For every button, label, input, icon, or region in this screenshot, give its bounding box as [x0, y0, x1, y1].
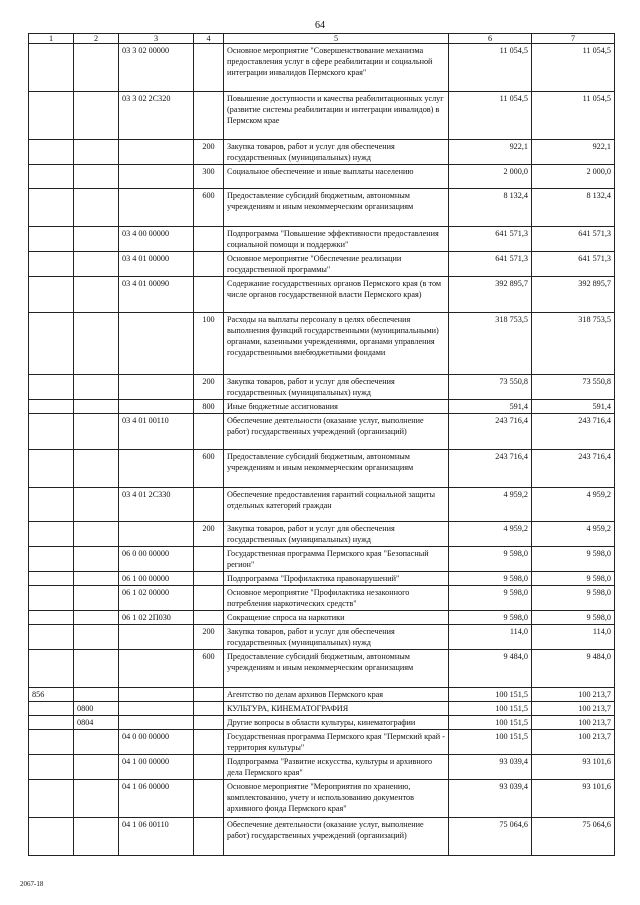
col-administrator-cell	[29, 313, 74, 375]
col-amount-2-cell: 641 571,3	[532, 227, 615, 252]
col-expense-type-cell	[194, 277, 224, 313]
col-section-cell	[74, 375, 119, 400]
table-row	[29, 277, 615, 313]
header-cell-3: 3	[119, 34, 194, 44]
col-target-item-cell	[119, 650, 194, 688]
col-amount-2-cell: 922,1	[532, 140, 615, 165]
col-section-cell	[74, 586, 119, 611]
col-target-item-cell: 06 1 02 00000	[119, 586, 194, 611]
budget-table-body	[29, 34, 615, 856]
table-header-row	[29, 34, 615, 44]
col-amount-2-cell: 2 000,0	[532, 165, 615, 189]
col-amount-1-cell: 243 716,4	[449, 450, 532, 488]
col-amount-2-cell: 9 598,0	[532, 572, 615, 586]
table-row	[29, 522, 615, 547]
col-amount-1-cell: 641 571,3	[449, 227, 532, 252]
col-amount-2-cell: 75 064,6	[532, 818, 615, 856]
header-cell-1: 1	[29, 34, 74, 44]
col-target-item-cell: 03 4 01 00110	[119, 414, 194, 450]
col-amount-2-cell: 591,4	[532, 400, 615, 414]
table-row	[29, 730, 615, 755]
table-row	[29, 650, 615, 688]
col-amount-2-cell: 641 571,3	[532, 252, 615, 277]
col-administrator-cell	[29, 488, 74, 522]
table-row	[29, 611, 615, 625]
col-name-cell: Обеспечение предоставления гарантий социальной защиты отдельных категорий граждан	[224, 488, 449, 522]
col-target-item-cell	[119, 716, 194, 730]
col-name-cell: Обеспечение деятельности (оказание услуг, выполнение работ) государственных учреждений (организаций)	[224, 818, 449, 856]
col-expense-type-cell	[194, 547, 224, 572]
col-target-item-cell	[119, 313, 194, 375]
col-target-item-cell: 06 1 02 2П030	[119, 611, 194, 625]
col-name-cell: Основное мероприятие "Профилактика незаконного потребления наркотических средств"	[224, 586, 449, 611]
col-administrator-cell	[29, 450, 74, 488]
col-target-item-cell	[119, 688, 194, 702]
col-expense-type-cell	[194, 716, 224, 730]
col-section-cell	[74, 252, 119, 277]
col-amount-2-cell: 93 101,6	[532, 780, 615, 818]
table-row	[29, 547, 615, 572]
col-amount-1-cell: 4 959,2	[449, 522, 532, 547]
table-row	[29, 400, 615, 414]
col-name-cell: Агентство по делам архивов Пермского края	[224, 688, 449, 702]
col-target-item-cell: 04 1 00 00000	[119, 755, 194, 780]
col-target-item-cell	[119, 450, 194, 488]
col-amount-1-cell: 11 054,5	[449, 44, 532, 92]
col-expense-type-cell	[194, 780, 224, 818]
col-administrator-cell: 856	[29, 688, 74, 702]
table-row	[29, 227, 615, 252]
col-target-item-cell	[119, 400, 194, 414]
col-section-cell	[74, 277, 119, 313]
col-name-cell: Содержание государственных органов Пермского края (в том числе органов государственной власти Пермского края)	[224, 277, 449, 313]
col-amount-1-cell: 318 753,5	[449, 313, 532, 375]
col-expense-type-cell	[194, 702, 224, 716]
col-target-item-cell	[119, 522, 194, 547]
col-administrator-cell	[29, 818, 74, 856]
col-administrator-cell	[29, 650, 74, 688]
table-row	[29, 252, 615, 277]
col-expense-type-cell: 600	[194, 650, 224, 688]
col-name-cell: Подпрограмма "Развитие искусства, культуры и архивного дела Пермского края"	[224, 755, 449, 780]
col-amount-2-cell: 4 959,2	[532, 488, 615, 522]
col-administrator-cell	[29, 165, 74, 189]
col-administrator-cell	[29, 547, 74, 572]
col-name-cell: Основное мероприятие "Обеспечение реализации государственной программы"	[224, 252, 449, 277]
col-target-item-cell	[119, 375, 194, 400]
col-administrator-cell	[29, 611, 74, 625]
col-administrator-cell	[29, 227, 74, 252]
col-administrator-cell	[29, 92, 74, 140]
col-section-cell	[74, 414, 119, 450]
col-section-cell	[74, 572, 119, 586]
col-amount-1-cell: 922,1	[449, 140, 532, 165]
col-amount-2-cell: 9 598,0	[532, 586, 615, 611]
col-name-cell: Предоставление субсидий бюджетным, автономным учреждениям и иным некоммерческим организациям	[224, 650, 449, 688]
col-administrator-cell	[29, 586, 74, 611]
col-target-item-cell: 04 1 06 00000	[119, 780, 194, 818]
col-amount-1-cell: 591,4	[449, 400, 532, 414]
col-amount-1-cell: 93 039,4	[449, 780, 532, 818]
page-number: 64	[315, 20, 325, 31]
col-target-item-cell: 03 4 00 00000	[119, 227, 194, 252]
col-amount-2-cell: 318 753,5	[532, 313, 615, 375]
col-expense-type-cell: 100	[194, 313, 224, 375]
col-section-cell	[74, 165, 119, 189]
col-administrator-cell	[29, 252, 74, 277]
table-row	[29, 414, 615, 450]
col-name-cell: Иные бюджетные ассигнования	[224, 400, 449, 414]
col-target-item-cell	[119, 189, 194, 227]
col-amount-2-cell: 11 054,5	[532, 44, 615, 92]
col-expense-type-cell	[194, 92, 224, 140]
col-expense-type-cell	[194, 572, 224, 586]
col-administrator-cell	[29, 277, 74, 313]
header-cell-5: 5	[224, 34, 449, 44]
col-amount-2-cell: 4 959,2	[532, 522, 615, 547]
col-target-item-cell: 04 0 00 00000	[119, 730, 194, 755]
col-amount-2-cell: 73 550,8	[532, 375, 615, 400]
table-row	[29, 702, 615, 716]
col-amount-1-cell: 100 151,5	[449, 730, 532, 755]
col-name-cell: Социальное обеспечение и иные выплаты населению	[224, 165, 449, 189]
col-name-cell: Обеспечение деятельности (оказание услуг, выполнение работ) государственных учреждений (организаций)	[224, 414, 449, 450]
col-target-item-cell: 03 3 02 2C320	[119, 92, 194, 140]
col-target-item-cell	[119, 140, 194, 165]
table-row	[29, 488, 615, 522]
col-administrator-cell	[29, 140, 74, 165]
col-administrator-cell	[29, 780, 74, 818]
footer-code: 2067-18	[20, 880, 44, 888]
col-name-cell: Подпрограмма "Профилактика правонарушений"	[224, 572, 449, 586]
col-administrator-cell	[29, 400, 74, 414]
col-administrator-cell	[29, 44, 74, 92]
col-amount-2-cell: 392 895,7	[532, 277, 615, 313]
col-name-cell: КУЛЬТУРА, КИНЕМАТОГРАФИЯ	[224, 702, 449, 716]
col-amount-2-cell: 9 598,0	[532, 611, 615, 625]
col-name-cell: Предоставление субсидий бюджетным, автономным учреждениям и иным некоммерческим организациям	[224, 189, 449, 227]
col-expense-type-cell	[194, 227, 224, 252]
col-target-item-cell	[119, 165, 194, 189]
table-row	[29, 755, 615, 780]
header-cell-2: 2	[74, 34, 119, 44]
col-amount-1-cell: 100 151,5	[449, 688, 532, 702]
col-name-cell: Государственная программа Пермского края "Пермский край - территория культуры"	[224, 730, 449, 755]
col-administrator-cell	[29, 716, 74, 730]
table-row	[29, 625, 615, 650]
col-section-cell	[74, 400, 119, 414]
col-section-cell	[74, 313, 119, 375]
table-row	[29, 313, 615, 375]
col-name-cell: Основное мероприятие "Мероприятия по хранению, комплектованию, учету и использованию документов архивного фонда Пермского края"	[224, 780, 449, 818]
col-section-cell	[74, 611, 119, 625]
col-amount-2-cell: 100 213,7	[532, 716, 615, 730]
col-administrator-cell	[29, 755, 74, 780]
col-amount-1-cell: 243 716,4	[449, 414, 532, 450]
col-amount-1-cell: 4 959,2	[449, 488, 532, 522]
col-section-cell	[74, 189, 119, 227]
table-row	[29, 586, 615, 611]
col-expense-type-cell	[194, 755, 224, 780]
table-row	[29, 92, 615, 140]
table-row	[29, 450, 615, 488]
col-target-item-cell: 03 4 01 2C330	[119, 488, 194, 522]
col-expense-type-cell	[194, 611, 224, 625]
col-name-cell: Подпрограмма "Повышение эффективности предоставления социальной помощи и поддержки"	[224, 227, 449, 252]
col-section-cell	[74, 780, 119, 818]
table-row	[29, 572, 615, 586]
col-expense-type-cell: 600	[194, 450, 224, 488]
col-amount-1-cell: 9 484,0	[449, 650, 532, 688]
col-section-cell	[74, 818, 119, 856]
budget-table	[28, 33, 615, 856]
table-row	[29, 375, 615, 400]
col-expense-type-cell	[194, 44, 224, 92]
col-amount-1-cell: 100 151,5	[449, 716, 532, 730]
col-expense-type-cell: 600	[194, 189, 224, 227]
table-row	[29, 688, 615, 702]
table-row	[29, 44, 615, 92]
col-amount-1-cell: 9 598,0	[449, 547, 532, 572]
col-amount-1-cell: 9 598,0	[449, 611, 532, 625]
table-row	[29, 165, 615, 189]
col-amount-1-cell: 73 550,8	[449, 375, 532, 400]
col-section-cell	[74, 227, 119, 252]
col-administrator-cell	[29, 625, 74, 650]
col-amount-2-cell: 8 132,4	[532, 189, 615, 227]
col-amount-1-cell: 114,0	[449, 625, 532, 650]
col-target-item-cell	[119, 702, 194, 716]
col-amount-1-cell: 641 571,3	[449, 252, 532, 277]
col-target-item-cell: 03 4 01 00090	[119, 277, 194, 313]
col-expense-type-cell	[194, 818, 224, 856]
col-administrator-cell	[29, 730, 74, 755]
col-amount-2-cell: 114,0	[532, 625, 615, 650]
col-amount-1-cell: 93 039,4	[449, 755, 532, 780]
col-amount-2-cell: 100 213,7	[532, 730, 615, 755]
col-section-cell	[74, 92, 119, 140]
col-expense-type-cell	[194, 252, 224, 277]
col-expense-type-cell: 200	[194, 625, 224, 650]
col-amount-2-cell: 243 716,4	[532, 450, 615, 488]
col-section-cell	[74, 730, 119, 755]
col-section-cell	[74, 450, 119, 488]
col-amount-2-cell: 9 484,0	[532, 650, 615, 688]
col-administrator-cell	[29, 572, 74, 586]
col-amount-2-cell: 9 598,0	[532, 547, 615, 572]
col-name-cell: Основное мероприятие "Совершенствование механизма предоставления услуг в сфере реабилитации и социальной интеграции инвалидов Пермского края"	[224, 44, 449, 92]
col-amount-1-cell: 11 054,5	[449, 92, 532, 140]
col-expense-type-cell: 300	[194, 165, 224, 189]
col-target-item-cell: 03 3 02 00000	[119, 44, 194, 92]
table-row	[29, 716, 615, 730]
table-row	[29, 780, 615, 818]
col-expense-type-cell	[194, 586, 224, 611]
col-amount-2-cell: 243 716,4	[532, 414, 615, 450]
col-expense-type-cell: 200	[194, 140, 224, 165]
col-expense-type-cell	[194, 688, 224, 702]
col-section-cell	[74, 650, 119, 688]
col-amount-1-cell: 8 132,4	[449, 189, 532, 227]
col-expense-type-cell: 800	[194, 400, 224, 414]
col-name-cell: Расходы на выплаты персоналу в целях обеспечения выполнения функций государственными (муниципальными) органами, казенными учреждениями, органами управления государственными внебюджетными фондами	[224, 313, 449, 375]
table-row	[29, 140, 615, 165]
col-administrator-cell	[29, 414, 74, 450]
col-name-cell: Закупка товаров, работ и услуг для обеспечения государственных (муниципальных) нужд	[224, 375, 449, 400]
col-amount-1-cell: 9 598,0	[449, 586, 532, 611]
col-expense-type-cell: 200	[194, 375, 224, 400]
col-target-item-cell: 04 1 06 00110	[119, 818, 194, 856]
col-amount-1-cell: 75 064,6	[449, 818, 532, 856]
col-name-cell: Государственная программа Пермского края "Безопасный регион"	[224, 547, 449, 572]
col-amount-1-cell: 9 598,0	[449, 572, 532, 586]
col-name-cell: Закупка товаров, работ и услуг для обеспечения государственных (муниципальных) нужд	[224, 522, 449, 547]
table-row	[29, 818, 615, 856]
col-expense-type-cell	[194, 414, 224, 450]
col-section-cell: 0800	[74, 702, 119, 716]
col-section-cell	[74, 488, 119, 522]
col-section-cell	[74, 625, 119, 650]
col-amount-2-cell: 100 213,7	[532, 702, 615, 716]
col-amount-2-cell: 11 054,5	[532, 92, 615, 140]
col-target-item-cell: 06 1 00 00000	[119, 572, 194, 586]
col-name-cell: Повышение доступности и качества реабилитационных услуг (развитие системы реабилитации и интеграции инвалидов) в Пермском крае	[224, 92, 449, 140]
col-target-item-cell	[119, 625, 194, 650]
col-amount-1-cell: 2 000,0	[449, 165, 532, 189]
col-section-cell	[74, 522, 119, 547]
col-section-cell	[74, 44, 119, 92]
col-administrator-cell	[29, 189, 74, 227]
col-amount-2-cell: 93 101,6	[532, 755, 615, 780]
col-section-cell	[74, 547, 119, 572]
col-expense-type-cell	[194, 488, 224, 522]
col-section-cell	[74, 140, 119, 165]
col-amount-2-cell: 100 213,7	[532, 688, 615, 702]
header-cell-4: 4	[194, 34, 224, 44]
col-amount-1-cell: 392 895,7	[449, 277, 532, 313]
col-target-item-cell: 03 4 01 00000	[119, 252, 194, 277]
col-target-item-cell: 06 0 00 00000	[119, 547, 194, 572]
col-name-cell: Предоставление субсидий бюджетным, автономным учреждениям и иным некоммерческим организациям	[224, 450, 449, 488]
col-name-cell: Другие вопросы в области культуры, кинематографии	[224, 716, 449, 730]
col-administrator-cell	[29, 702, 74, 716]
col-section-cell: 0804	[74, 716, 119, 730]
col-administrator-cell	[29, 375, 74, 400]
col-expense-type-cell: 200	[194, 522, 224, 547]
col-name-cell: Закупка товаров, работ и услуг для обеспечения государственных (муниципальных) нужд	[224, 625, 449, 650]
header-cell-6: 6	[449, 34, 532, 44]
header-cell-7: 7	[532, 34, 615, 44]
col-amount-1-cell: 100 151,5	[449, 702, 532, 716]
col-expense-type-cell	[194, 730, 224, 755]
col-name-cell: Закупка товаров, работ и услуг для обеспечения государственных (муниципальных) нужд	[224, 140, 449, 165]
col-name-cell: Сокращение спроса на наркотики	[224, 611, 449, 625]
col-section-cell	[74, 755, 119, 780]
table-row	[29, 189, 615, 227]
col-administrator-cell	[29, 522, 74, 547]
col-section-cell	[74, 688, 119, 702]
